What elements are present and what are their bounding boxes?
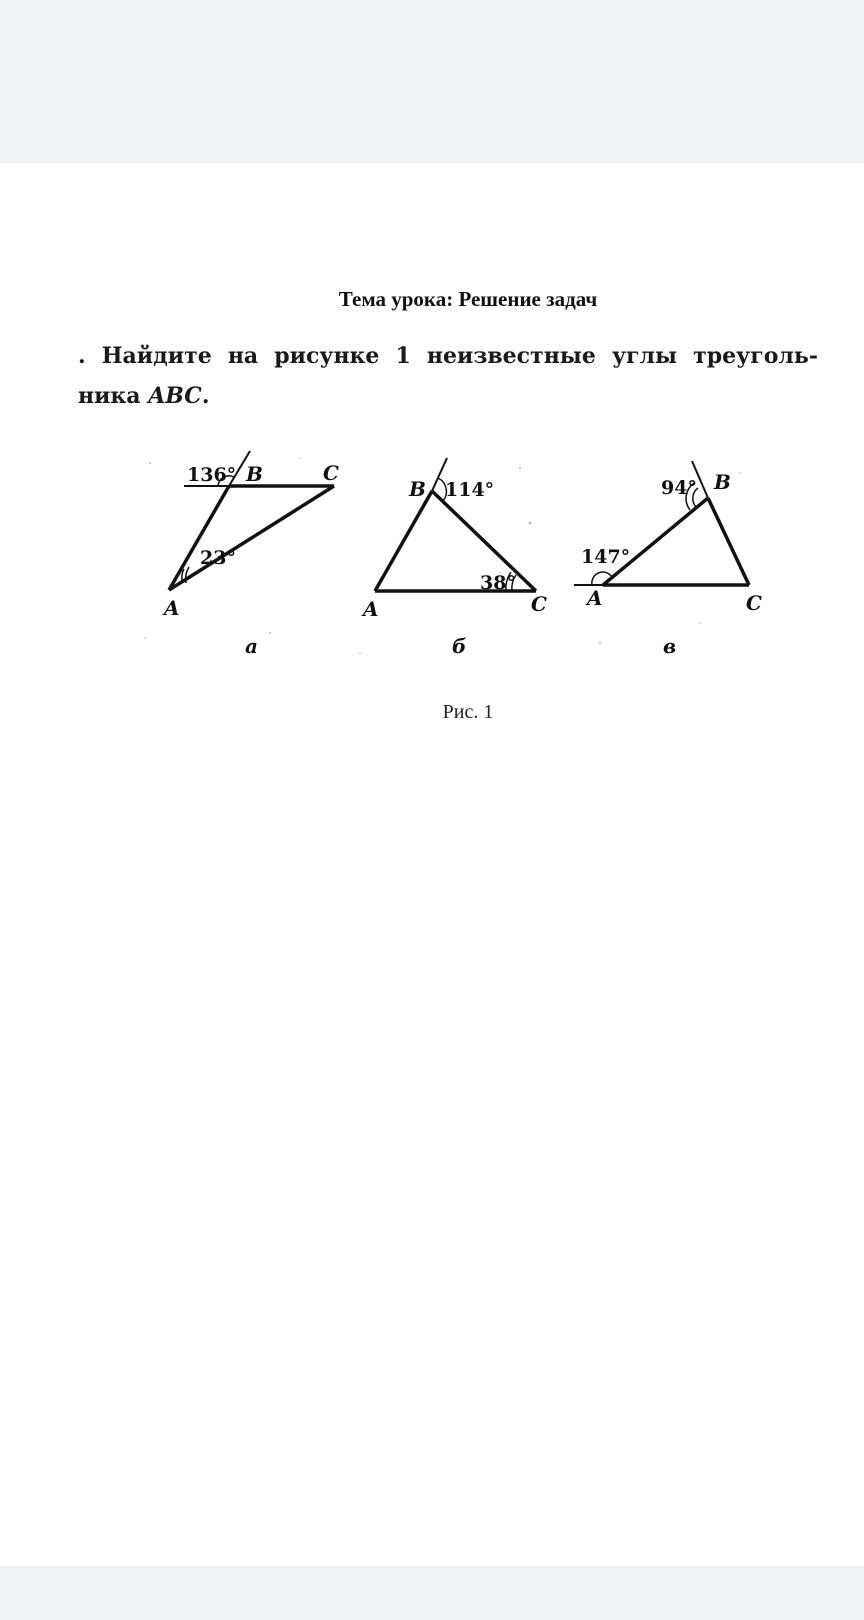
vertex-a-a: A (164, 596, 180, 620)
panel-b (361, 458, 547, 658)
document-page (0, 163, 864, 1566)
angle-label-23: 23° (200, 547, 236, 569)
panel-label-c: в (663, 634, 677, 658)
vertex-a-b: A (363, 597, 379, 621)
side-ab-b (375, 491, 432, 591)
lesson-title: Тема урока: Решение задач (338, 287, 598, 311)
side-ac-a (169, 486, 334, 590)
figure-caption: Рис. 1 (442, 701, 494, 723)
panel-label-b: б (452, 634, 467, 658)
side-ab-a (169, 486, 229, 590)
panel-a (162, 451, 339, 658)
side-bc-c (708, 498, 749, 585)
vertex-a-c: A (587, 586, 603, 610)
task-text-prefix: ника (78, 383, 149, 409)
vertex-c-a: C (323, 461, 339, 485)
side-ab-c (603, 498, 708, 585)
vertex-b-b: B (409, 477, 426, 501)
angle-label-38: 38° (480, 572, 516, 594)
task-text-line-1: . Найдите на рисунке 1 неизвестные углы треуголь- (78, 343, 818, 369)
angle-label-147: 147° (581, 546, 631, 568)
vertex-c-b: C (531, 592, 547, 616)
task-text-suffix: . (201, 383, 210, 409)
vertex-b-c: B (714, 470, 731, 494)
vertex-b-a: B (246, 462, 263, 486)
angle-label-136: 136° (187, 464, 237, 486)
panel-c (574, 461, 762, 658)
vertex-c-c: C (746, 591, 762, 615)
angle-label-114: 114° (445, 479, 495, 501)
task-text-line-2 (78, 383, 210, 409)
angle-label-94: 94° (661, 477, 697, 499)
panel-label-a: а (245, 634, 258, 658)
viewer-bottom-band (0, 1566, 864, 1620)
viewer-top-band (0, 0, 864, 163)
triangle-name: ABC (148, 383, 202, 409)
angle-arc-23-a2 (186, 567, 189, 583)
figure-1 (0, 443, 864, 693)
